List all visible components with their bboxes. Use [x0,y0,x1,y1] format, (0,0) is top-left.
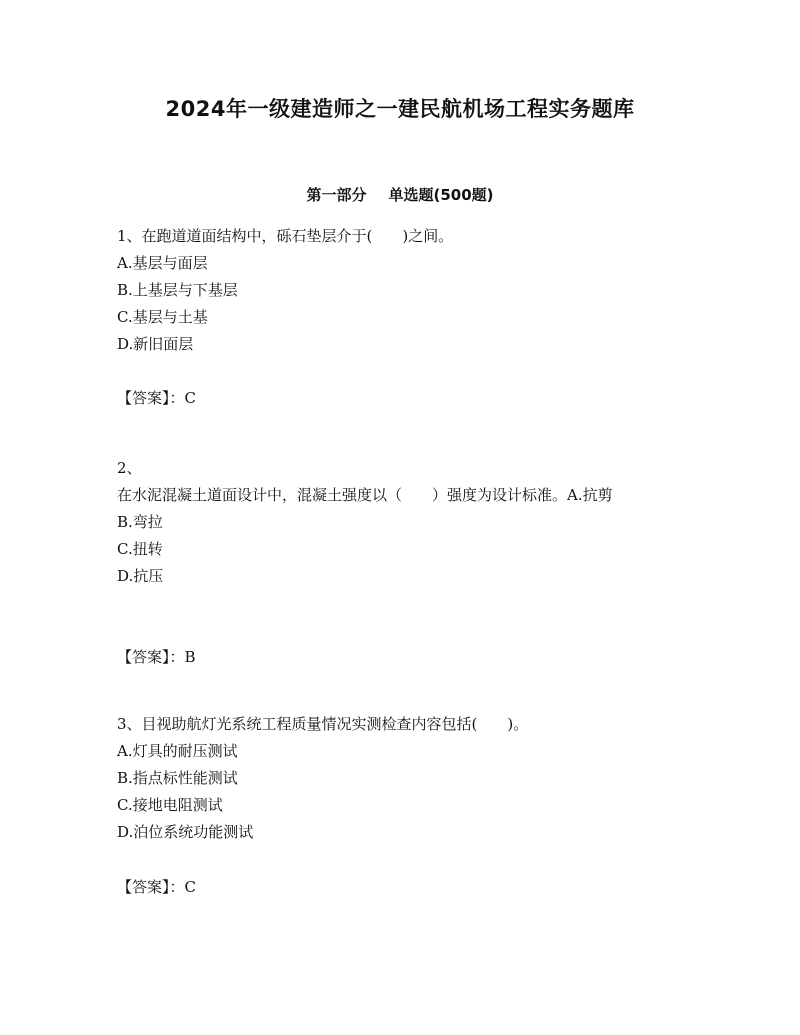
question-stem: 在水泥混凝土道面设计中，混凝土强度以（ ）强度为设计标准。A.抗剪 [117,486,613,504]
section-type-label: 单选题(500题) [388,186,494,204]
option-a: A.基层与面层 [117,254,208,272]
option-d: D.抗压 [117,567,164,585]
option-c: C.接地电阻测试 [117,796,223,814]
answer-3 [117,874,196,901]
option-d: D.泊位系统功能测试 [117,823,254,841]
answer-2 [117,644,196,671]
option-b: B.弯拉 [117,513,163,531]
answer-label: 【答案】： [117,648,185,666]
option-a: A.灯具的耐压测试 [117,742,238,760]
option-c: C.扭转 [117,540,163,558]
option-b: B.指点标性能测试 [117,769,238,787]
document-title: 2024年一级建造师之一建民航机场工程实务题库 [165,97,635,121]
question-stem: 3、目视助航灯光系统工程质量情况实测检查内容包括( )。 [117,715,529,733]
option-b: B.上基层与下基层 [117,281,238,299]
section-title [0,183,800,207]
answer-label: 【答案】： [117,389,185,407]
question-2 [117,455,677,590]
answer-value: C [184,389,196,407]
question-3 [117,711,677,846]
option-d: D.新旧面层 [117,335,194,353]
question-1 [117,223,677,358]
answer-label: 【答案】： [117,878,185,896]
option-c: C.基层与土基 [117,308,208,326]
answer-value: C [184,878,196,896]
answer-value: B [184,648,196,666]
section-part-label: 第一部分 [306,186,367,204]
answer-1 [117,385,196,412]
question-stem: 1、在跑道道面结构中，砾石垫层介于( )之间。 [117,227,454,245]
question-number: 2、 [117,459,142,477]
